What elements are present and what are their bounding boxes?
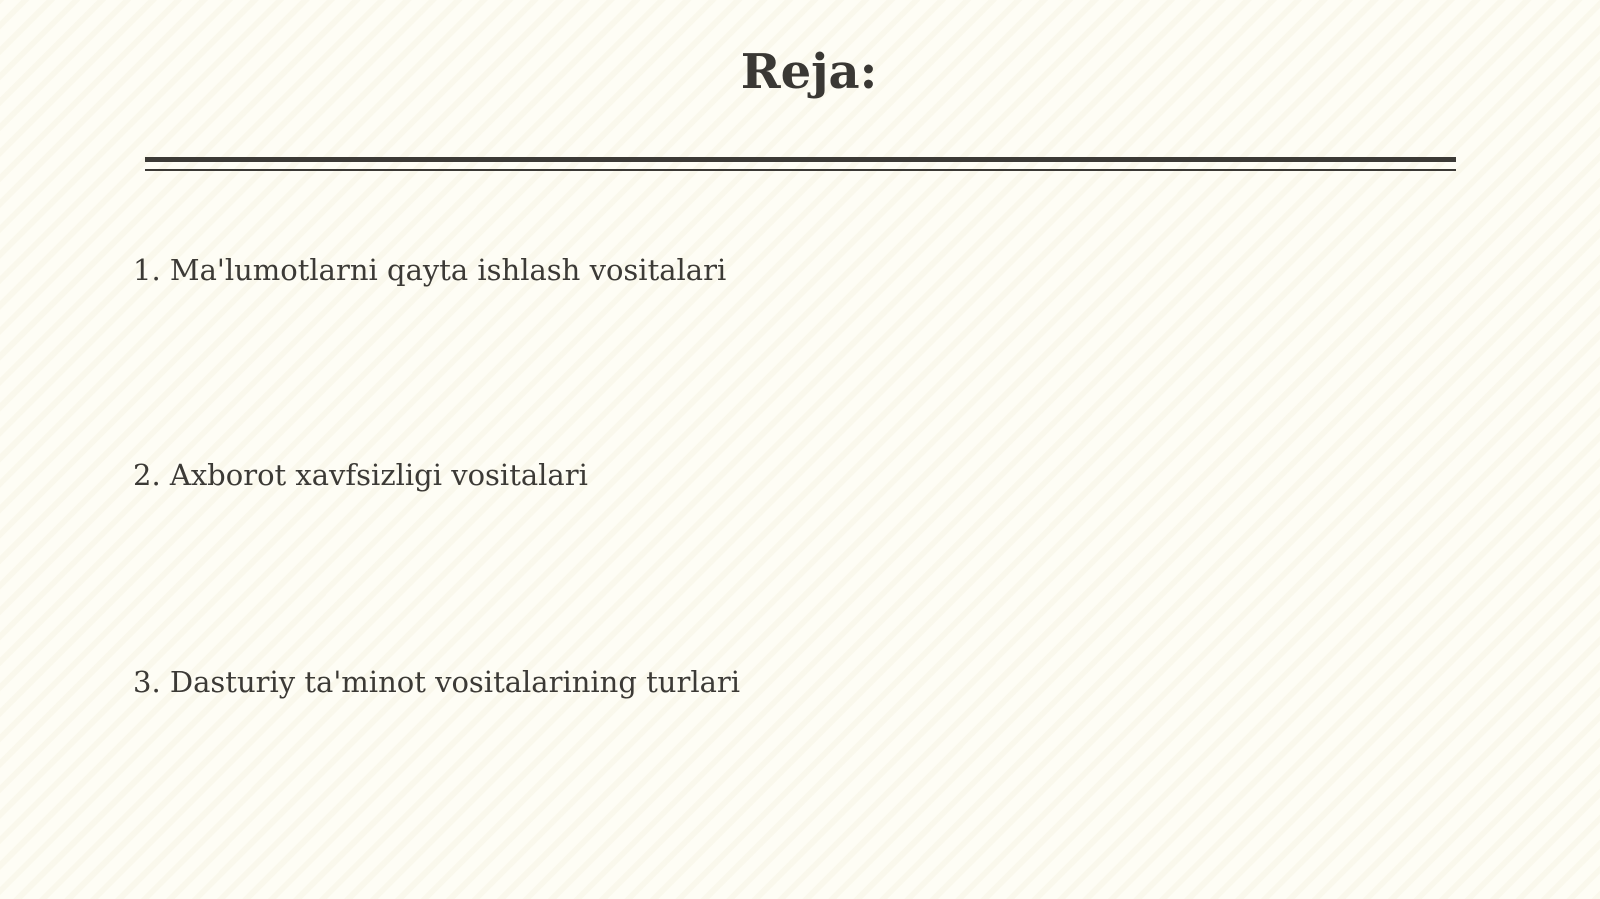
- title-divider-thin: [145, 169, 1456, 171]
- plan-item-2: 2. Axborot xavfsizligi vositalari: [133, 458, 588, 492]
- plan-item-1: 1. Ma'lumotlarni qayta ishlash vositalari: [133, 253, 727, 287]
- slide-title: Reja:: [740, 44, 878, 100]
- title-divider-thick: [145, 157, 1456, 162]
- plan-item-3: 3. Dasturiy ta'minot vositalarining turlari: [133, 665, 741, 699]
